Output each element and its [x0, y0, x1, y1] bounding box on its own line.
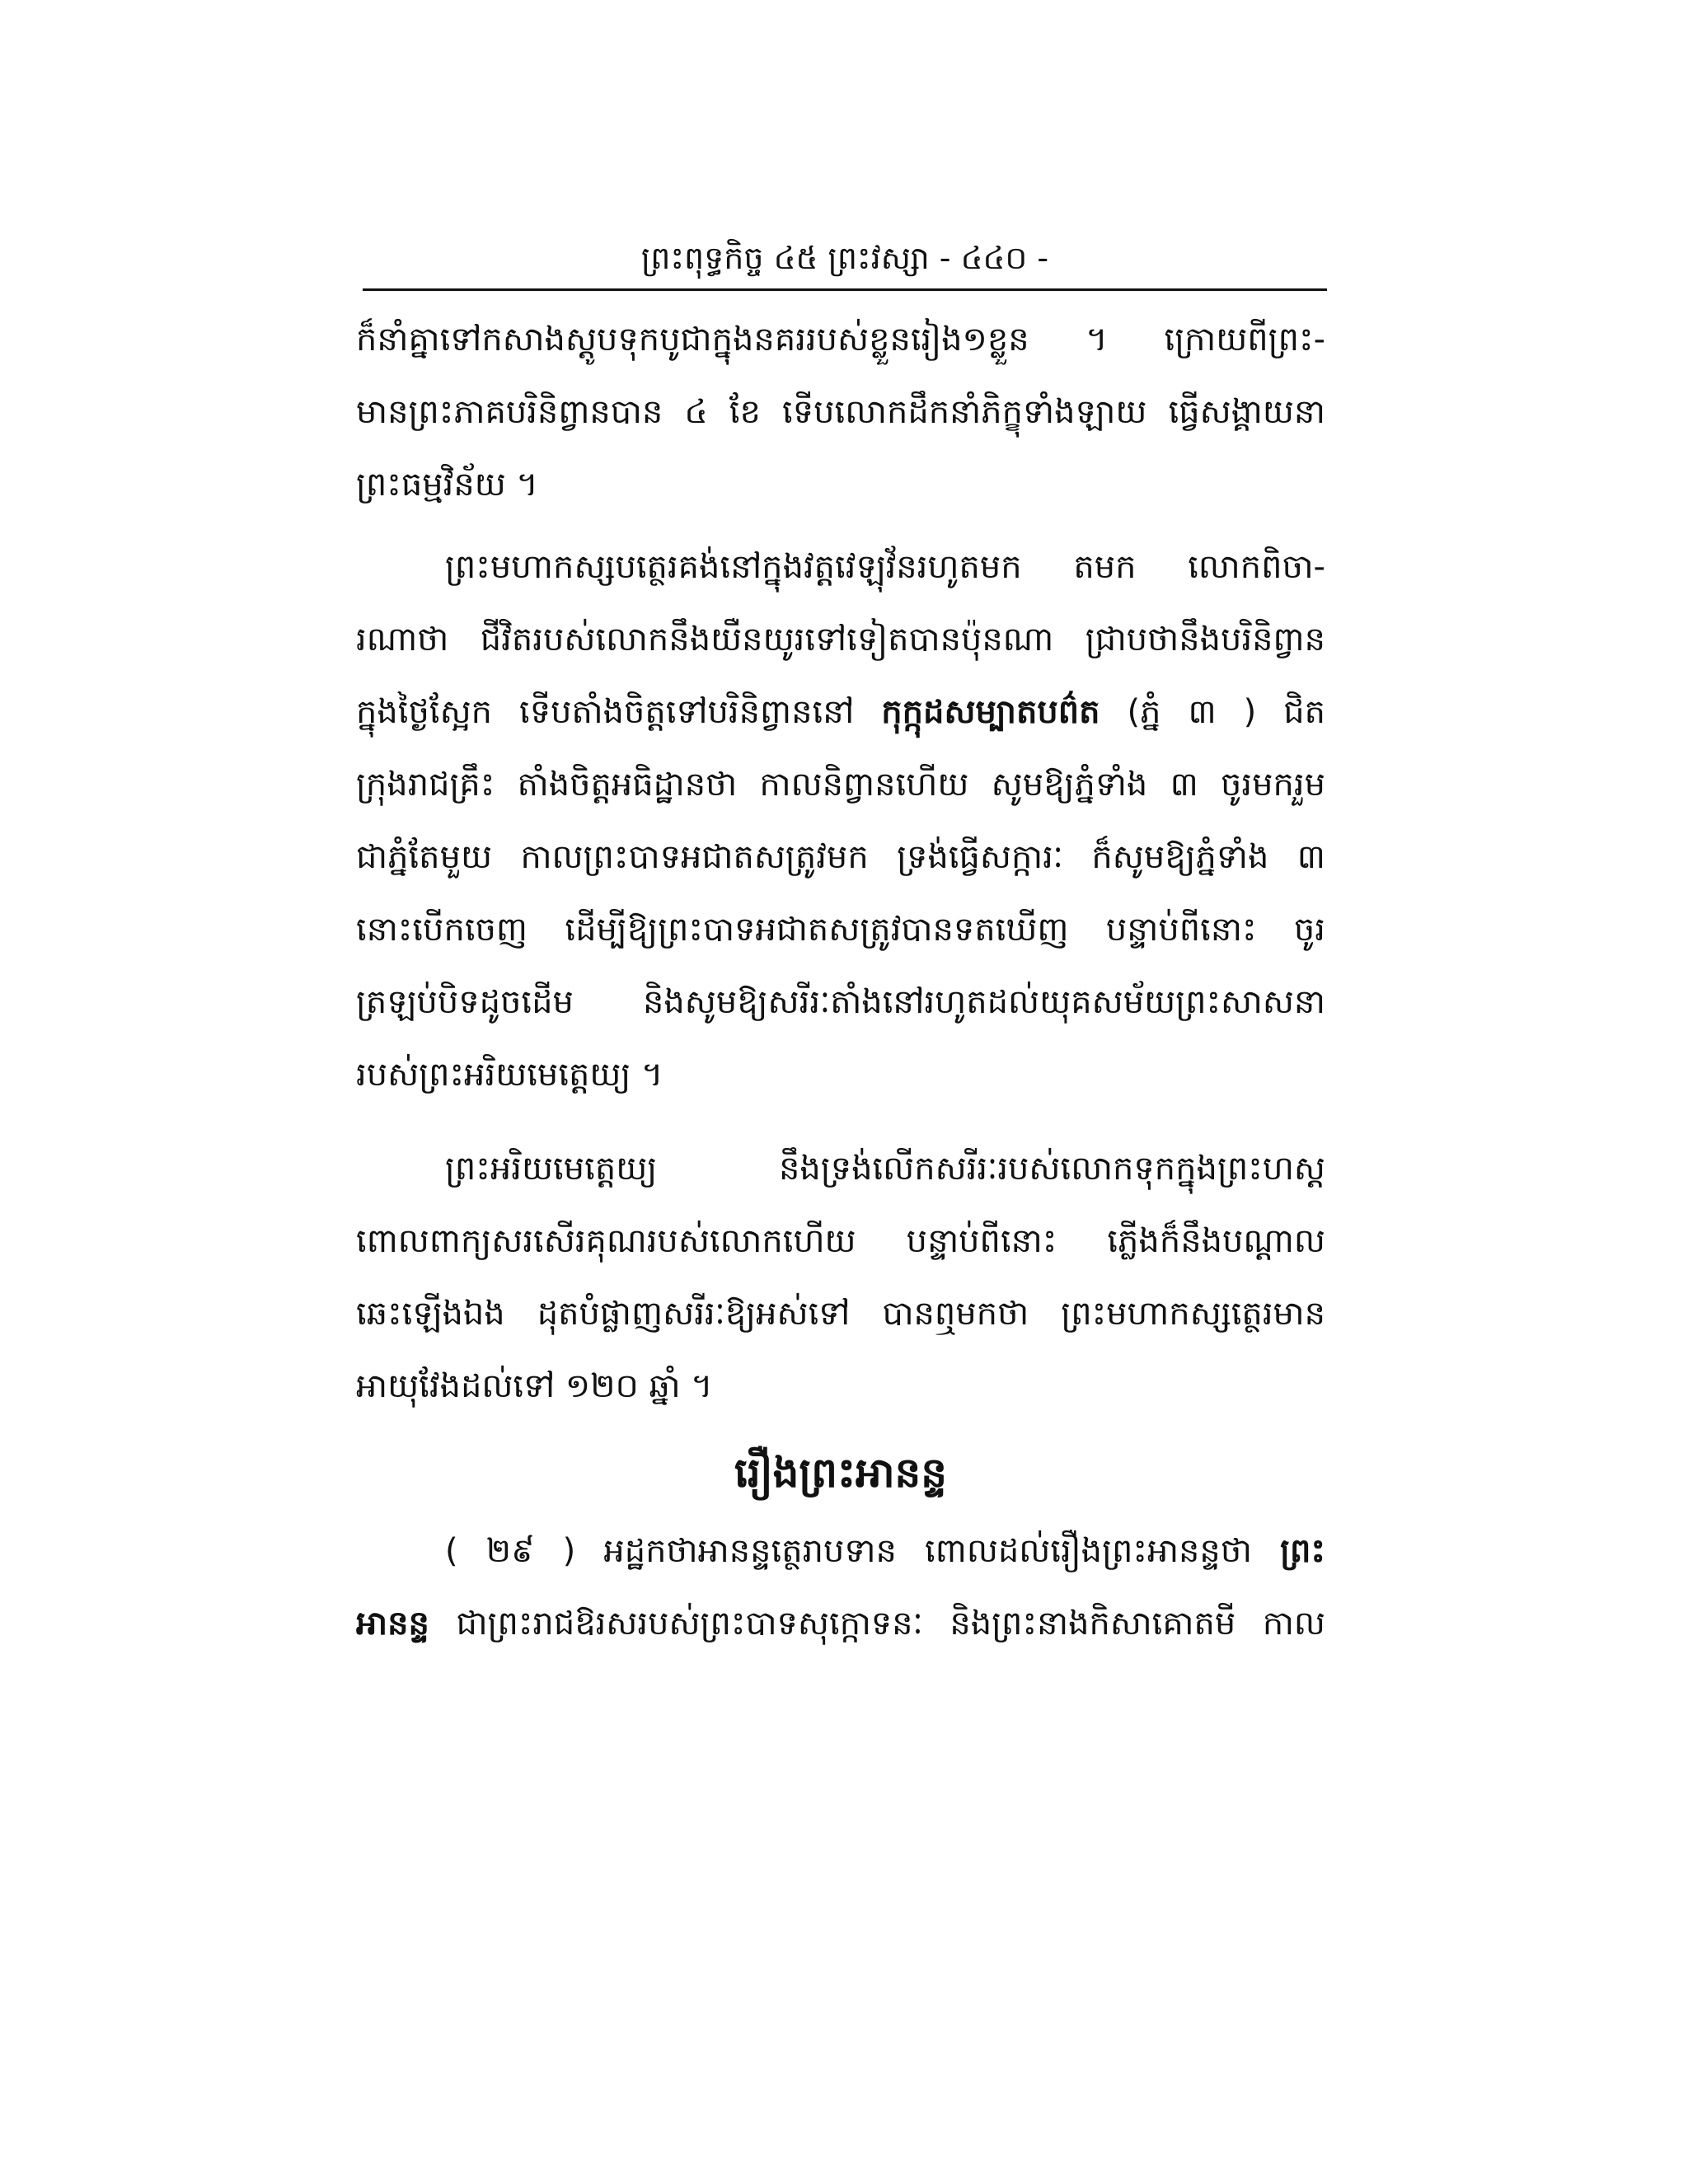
- section-heading: រឿងព្រះអានន្ទ: [734, 1449, 948, 1497]
- paragraph-line: មានព្រះភាគបរិនិព្វានបាន ៤ ខែ ទើបលោកដឹកនាំភិក្ខុទាំងឡាយ ធ្វើសង្គាយនា: [356, 393, 1325, 431]
- paragraph-line: ជាភ្នំតែមួយ កាលព្រះបាទអជាតសត្រូវមក ទ្រង់ធ្វើសក្ការៈ ក៏សូមឱ្យភ្នំទាំង ៣: [356, 838, 1325, 876]
- header-divider: [363, 288, 1327, 291]
- paragraph-line: ព្រះអរិយមេត្តេយ្យ នឹងទ្រង់លើកសរីរៈរបស់លោកទុកក្នុងព្រះហស្ត: [445, 1150, 1325, 1188]
- paragraph-line: នោះបើកចេញ ដើម្បីឱ្យព្រះបាទអជាតសត្រូវបានទតឃើញ បន្ទាប់ពីនោះ ចូរ: [356, 911, 1325, 949]
- paragraph-line: ត្រឡប់បិទដូចដើម និងសូមឱ្យសរីរៈតាំងនៅរហូតដល់យុគសម័យព្រះសាសនា: [356, 983, 1325, 1021]
- paragraph-line: ឆេះឡើងឯង ដុតបំផ្លាញសរីរៈឱ្យអស់ទៅ បានឮមកថា ព្រះមហាកស្សត្ថេរមាន: [356, 1295, 1325, 1333]
- paragraph-line: ពោលពាក្យសរសើរគុណរបស់លោកហើយ បន្ទាប់ពីនោះ ភ្លើងក៏នឹងបណ្តាល: [356, 1222, 1325, 1260]
- bold-name-end: អានន្ទ: [356, 1605, 429, 1643]
- paragraph-line: របស់ព្រះអរិយមេត្តេយ្យ ។: [356, 1056, 663, 1094]
- paragraph-line-with-bold: [356, 1589, 1325, 1658]
- paragraph-line: រណាថា ជីវិតរបស់លោកនឹងយឺនយូរទៅទៀតបានប៉ុនណា ជ្រាបថានឹងបរិនិព្វាន: [356, 621, 1325, 658]
- paragraph-line: ព្រះធម្មវិន័យ ។: [356, 466, 538, 504]
- paragraph-line: ព្រះមហាកស្សបត្ថេរគង់នៅក្នុងវត្តវេឡុវ័នរហូតមក តមក លោកពិចា-: [445, 548, 1325, 586]
- running-header: ព្រះពុទ្ធកិច្ច ៤៥ ព្រះវស្សា - ៤៤០ -: [640, 240, 1049, 276]
- paragraph-line: អាយុវែងដល់ទៅ ១២០ ឆ្នាំ ។: [356, 1367, 713, 1405]
- paragraph-line-with-bold: [445, 1516, 1325, 1586]
- bold-name-start: ព្រះ: [1280, 1532, 1325, 1570]
- line-text: ជាព្រះរាជឱរសរបស់ព្រះបាទសុក្កោទនៈ និងព្រះនាងកិសាគោតមី កាល: [429, 1605, 1325, 1643]
- bold-place-name: កុក្កុដសម្បាតបព៌ត: [881, 693, 1100, 731]
- paragraph-line-with-bold: [356, 677, 1325, 747]
- line-text: ក្នុងថ្ងៃស្អែក ទើបតាំងចិត្តទៅបរិនិព្វាននៅ: [356, 693, 882, 731]
- line-text: ( ២៩ ) អដ្ឋកថាអានន្ទត្ថេរាបទាន ពោលដល់រឿងព្រះអានន្ទថា: [445, 1532, 1281, 1570]
- paragraph-line: ក៏នាំគ្នាទៅកសាងស្តូបទុកបូជាក្នុងនគររបស់ខ្លួនរៀង១ខ្លួន ។ ក្រោយពីព្រះ-: [356, 321, 1325, 359]
- line-text-suffix: (ភ្នំ ៣ ) ជិត: [1100, 693, 1325, 731]
- paragraph-line: ក្រុងរាជគ្រឹះ តាំងចិត្តអធិដ្ឋានថា កាលនិព្វានហើយ សូមឱ្យភ្នំទាំង ៣ ចូរមករួម: [356, 766, 1325, 804]
